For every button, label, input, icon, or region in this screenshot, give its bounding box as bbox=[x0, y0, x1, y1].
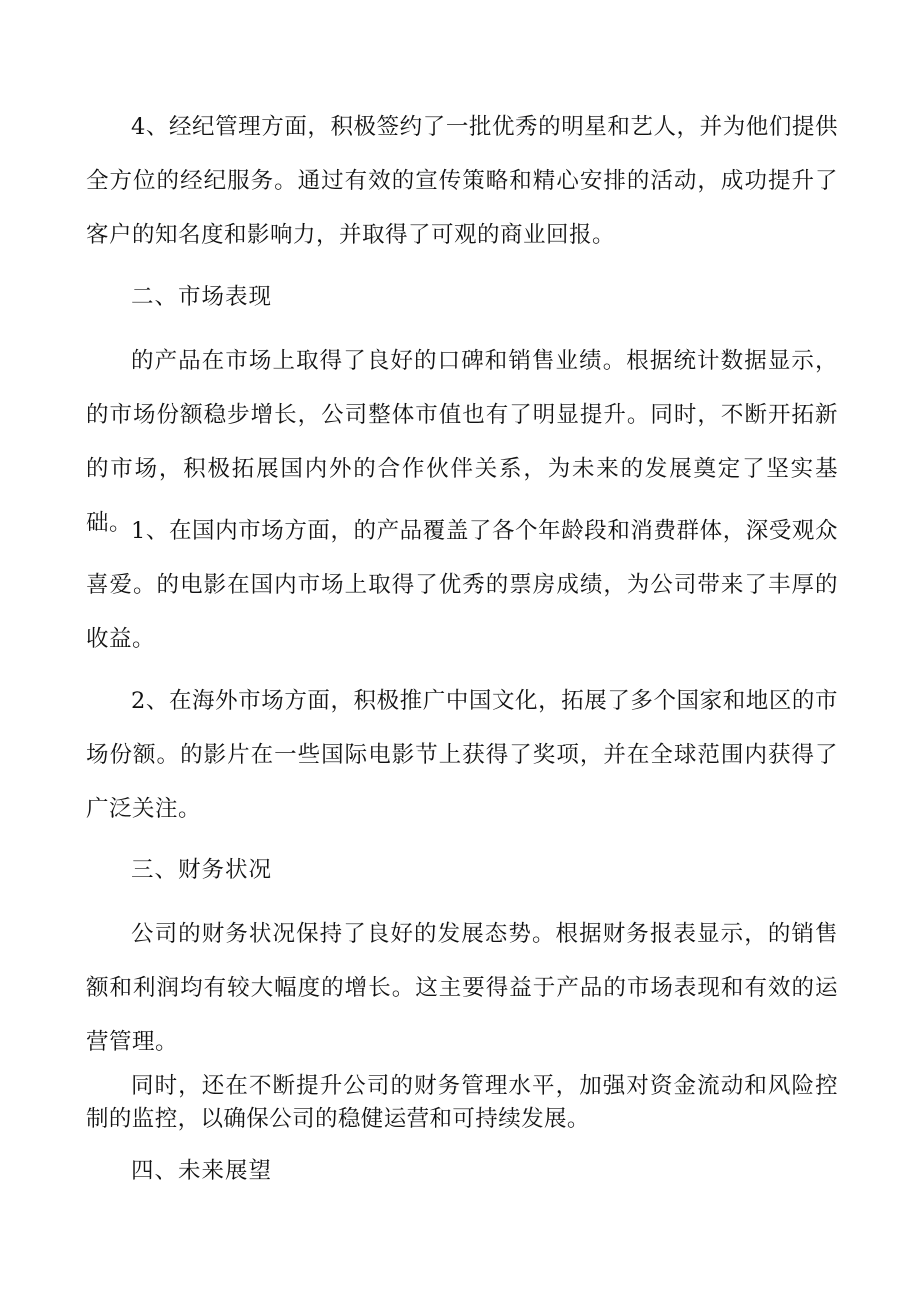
paragraph-domestic-market: 1、在国内市场方面，的产品覆盖了各个年龄段和消费群体，深受观众喜爱。的电影在国内市场上取得了优秀的票房成绩，为公司带来了丰厚的收益。 bbox=[86, 518, 838, 652]
paragraph-financial-management: 同时，还在不断提升公司的财务管理水平，加强对资金流动和风险控制的监控，以确保公司的稳健运营和可持续发展。 bbox=[86, 1073, 838, 1132]
section-heading-financial-status: 三、财务状况 bbox=[131, 857, 273, 883]
section-heading-future-outlook: 四、未来展望 bbox=[131, 1158, 273, 1184]
paragraph-talent-management: 4、经纪管理方面，积极签约了一批优秀的明星和艺人，并为他们提供全方位的经纪服务。通过有效的宣传策略和精心安排的活动，成功提升了客户的知名度和影响力，并取得了可观的商业回报。 bbox=[86, 114, 838, 248]
paragraph-market-overview: 的产品在市场上取得了良好的口碑和销售业绩。根据统计数据显示，的市场份额稳步增长，公司整体市值也有了明显提升。同时，不断开拓新的市场，积极拓展国内外的合作伙伴关系，为未来的发展奠定了坚实基础。 bbox=[86, 348, 838, 536]
paragraph-financial-overview: 公司的财务状况保持了良好的发展态势。根据财务报表显示，的销售额和利润均有较大幅度的增长。这主要得益于产品的市场表现和有效的运营管理。 bbox=[86, 921, 838, 1055]
paragraph-overseas-market: 2、在海外市场方面，积极推广中国文化，拓展了多个国家和地区的市场份额。的影片在一些国际电影节上获得了奖项，并在全球范围内获得了广泛关注。 bbox=[86, 688, 838, 822]
section-heading-market-performance: 二、市场表现 bbox=[131, 284, 273, 310]
